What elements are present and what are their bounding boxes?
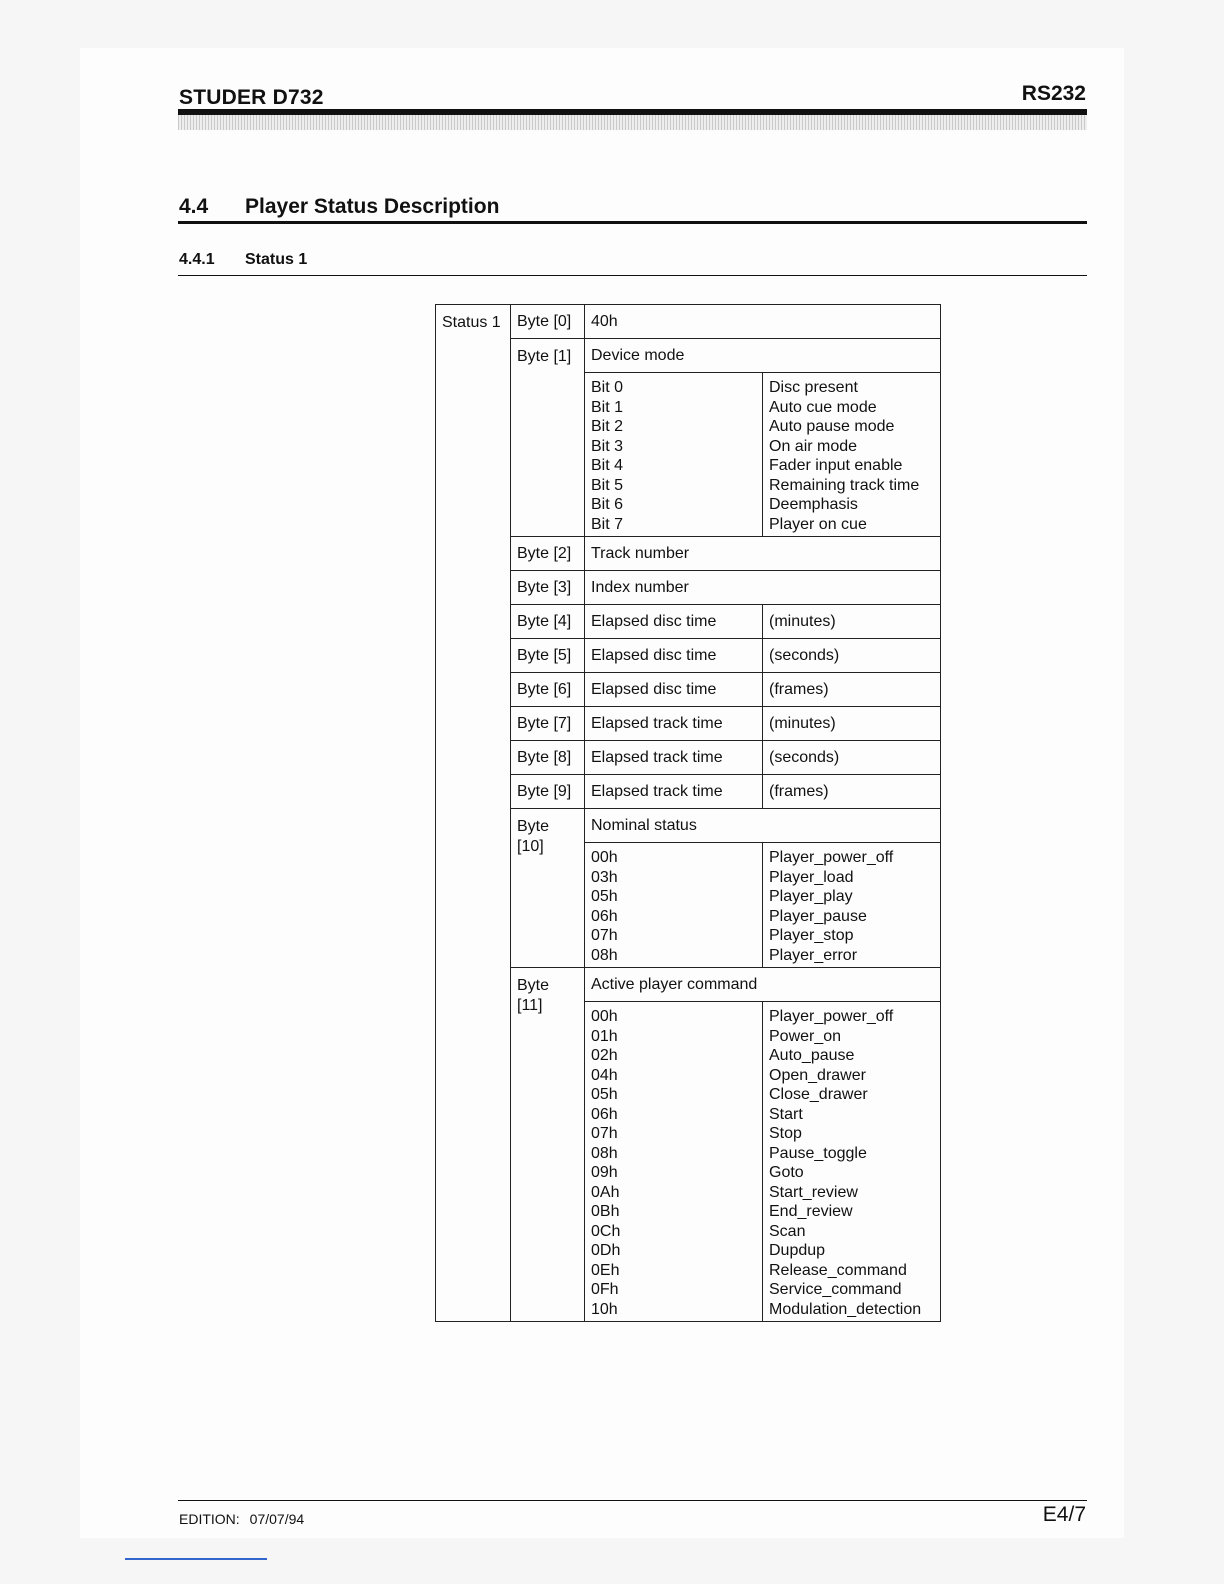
bit-meaning: Auto pause mode: [769, 418, 895, 435]
command-code: 0Fh: [591, 1281, 619, 1298]
command-name: Start_review: [769, 1183, 858, 1201]
byte-cell: Byte [9]: [511, 775, 585, 809]
bit-meaning: Auto cue mode: [769, 398, 877, 416]
description-cell: Elapsed disc time: [585, 673, 763, 707]
bit-meaning: Deemphasis: [769, 496, 858, 513]
command-name: Player_power_off: [769, 1008, 894, 1025]
bit-meaning: Player on cue: [769, 515, 867, 533]
status-code: 08h: [591, 946, 618, 964]
description-cell: Elapsed track time: [585, 707, 763, 741]
command-name-list: [763, 1002, 941, 1322]
bit-label: Bit 7: [591, 515, 624, 533]
table-row: [436, 305, 941, 339]
bit-meaning-list: [763, 373, 941, 537]
table-row: [436, 537, 941, 571]
command-name: Power_on: [769, 1027, 842, 1045]
command-code: 06h: [591, 1105, 618, 1123]
table-row: [436, 741, 941, 775]
table-row: [436, 775, 941, 809]
status-label-cell: [436, 305, 511, 1322]
command-code: 09h: [591, 1164, 618, 1181]
bit-label: Bit 1: [591, 398, 624, 416]
description-cell: Elapsed disc time: [585, 639, 763, 673]
table-row: [436, 605, 941, 639]
command-name: Pause_toggle: [769, 1144, 867, 1162]
command-name: Stop: [769, 1125, 802, 1142]
unit-cell: (frames): [763, 775, 941, 809]
command-code: 0Eh: [591, 1261, 620, 1279]
byte-cell: Byte [5]: [511, 639, 585, 673]
status-code: 00h: [591, 849, 618, 866]
command-code: 07h: [591, 1125, 618, 1142]
subsection-number: 4.4.1: [179, 251, 215, 268]
bit-list: [585, 373, 763, 537]
section-title: Player Status Description: [245, 195, 500, 218]
section-number: 4.4: [179, 195, 209, 218]
bit-meaning: Remaining track time: [769, 476, 920, 494]
description-cell: Track number: [585, 537, 941, 571]
footer-rule: [178, 1500, 1087, 1501]
command-name: Start: [769, 1105, 803, 1123]
status-name-list: [763, 843, 941, 968]
command-name: Modulation_detection: [769, 1300, 922, 1318]
command-name: Dupdup: [769, 1242, 826, 1259]
byte-cell: Byte [8]: [511, 741, 585, 775]
command-code: 0Dh: [591, 1242, 621, 1259]
section-heading: [179, 195, 499, 219]
table-row: [436, 809, 941, 843]
bit-label: Bit 5: [591, 476, 624, 494]
command-code: 08h: [591, 1144, 618, 1162]
byte-cell: Byte [3]: [511, 571, 585, 605]
subsection-heading: [179, 251, 307, 269]
status-code-list: [585, 843, 763, 968]
section-rule: [178, 221, 1087, 224]
command-code-list: [585, 1002, 763, 1322]
unit-cell: (seconds): [763, 639, 941, 673]
bit-meaning: Disc present: [769, 379, 858, 396]
status-name: Player_power_off: [769, 849, 894, 866]
command-code: 05h: [591, 1086, 618, 1103]
command-code: 0Ch: [591, 1222, 621, 1240]
command-name: Goto: [769, 1164, 804, 1181]
byte-cell: Byte [11]: [511, 968, 585, 1322]
status-code: 06h: [591, 907, 618, 925]
unit-cell: (frames): [763, 673, 941, 707]
table-row: [436, 968, 941, 1002]
unit-cell: (minutes): [763, 605, 941, 639]
edition-date: 07/07/94: [249, 1511, 305, 1527]
command-code: 00h: [591, 1008, 618, 1025]
header-hatch-band: [178, 115, 1087, 130]
byte-cell: Byte [7]: [511, 707, 585, 741]
bit-label: Bit 4: [591, 457, 624, 474]
command-code: 10h: [591, 1300, 618, 1318]
description-cell: Elapsed disc time: [585, 605, 763, 639]
description-cell: Elapsed track time: [585, 741, 763, 775]
status-code: 03h: [591, 868, 618, 886]
table-row: [436, 339, 941, 373]
status-label: Status 1: [442, 314, 501, 331]
page-number: E4/7: [1042, 1503, 1086, 1526]
byte-cell: Byte [0]: [511, 305, 585, 339]
command-name: Release_command: [769, 1261, 907, 1279]
command-code: 0Ah: [591, 1183, 620, 1201]
status-code: 05h: [591, 888, 618, 905]
bit-label: Bit 6: [591, 496, 624, 513]
byte-cell: Byte [4]: [511, 605, 585, 639]
byte-cell: Byte [10]: [511, 809, 585, 968]
status-name: Player_stop: [769, 927, 854, 944]
unit-cell: (minutes): [763, 707, 941, 741]
command-name: Auto_pause: [769, 1047, 855, 1064]
bit-meaning: On air mode: [769, 437, 858, 455]
header-section: RS232: [1021, 82, 1086, 105]
status-code: 07h: [591, 927, 618, 944]
byte-cell: Byte [1]: [511, 339, 585, 537]
table-row: [436, 571, 941, 605]
link-underline: [125, 1558, 267, 1560]
nominal-status-title: Nominal status: [585, 809, 941, 843]
bit-label: Bit 2: [591, 418, 624, 435]
header-product: STUDER D732: [179, 86, 324, 109]
command-name: Close_drawer: [769, 1086, 868, 1103]
bit-label: Bit 0: [591, 379, 624, 396]
command-name: Scan: [769, 1222, 806, 1240]
status-name: Player_load: [769, 868, 854, 886]
command-name: End_review: [769, 1203, 853, 1220]
bit-meaning: Fader input enable: [769, 457, 903, 474]
table-row: [436, 707, 941, 741]
active-command-title: Active player command: [585, 968, 941, 1002]
value-cell: 40h: [585, 305, 941, 339]
subsection-rule: [178, 275, 1087, 276]
command-name: Open_drawer: [769, 1066, 866, 1084]
subsection-title: Status 1: [245, 251, 308, 268]
status-name: Player_pause: [769, 907, 867, 925]
command-code: 0Bh: [591, 1203, 620, 1220]
status-table: [435, 304, 941, 1322]
command-code: 01h: [591, 1027, 618, 1045]
status-name: Player_error: [769, 946, 858, 964]
byte-cell: Byte [6]: [511, 673, 585, 707]
footer-edition: [179, 1511, 304, 1527]
command-code: 02h: [591, 1047, 618, 1064]
byte-cell: Byte [2]: [511, 537, 585, 571]
description-cell: Elapsed track time: [585, 775, 763, 809]
table-row: [436, 639, 941, 673]
table-row: [436, 673, 941, 707]
device-mode-title: Device mode: [585, 339, 941, 373]
bit-label: Bit 3: [591, 437, 624, 455]
edition-label: EDITION:: [179, 1511, 240, 1527]
status-name: Player_play: [769, 888, 853, 905]
command-name: Service_command: [769, 1281, 902, 1298]
unit-cell: (seconds): [763, 741, 941, 775]
command-code: 04h: [591, 1066, 618, 1084]
description-cell: Index number: [585, 571, 941, 605]
